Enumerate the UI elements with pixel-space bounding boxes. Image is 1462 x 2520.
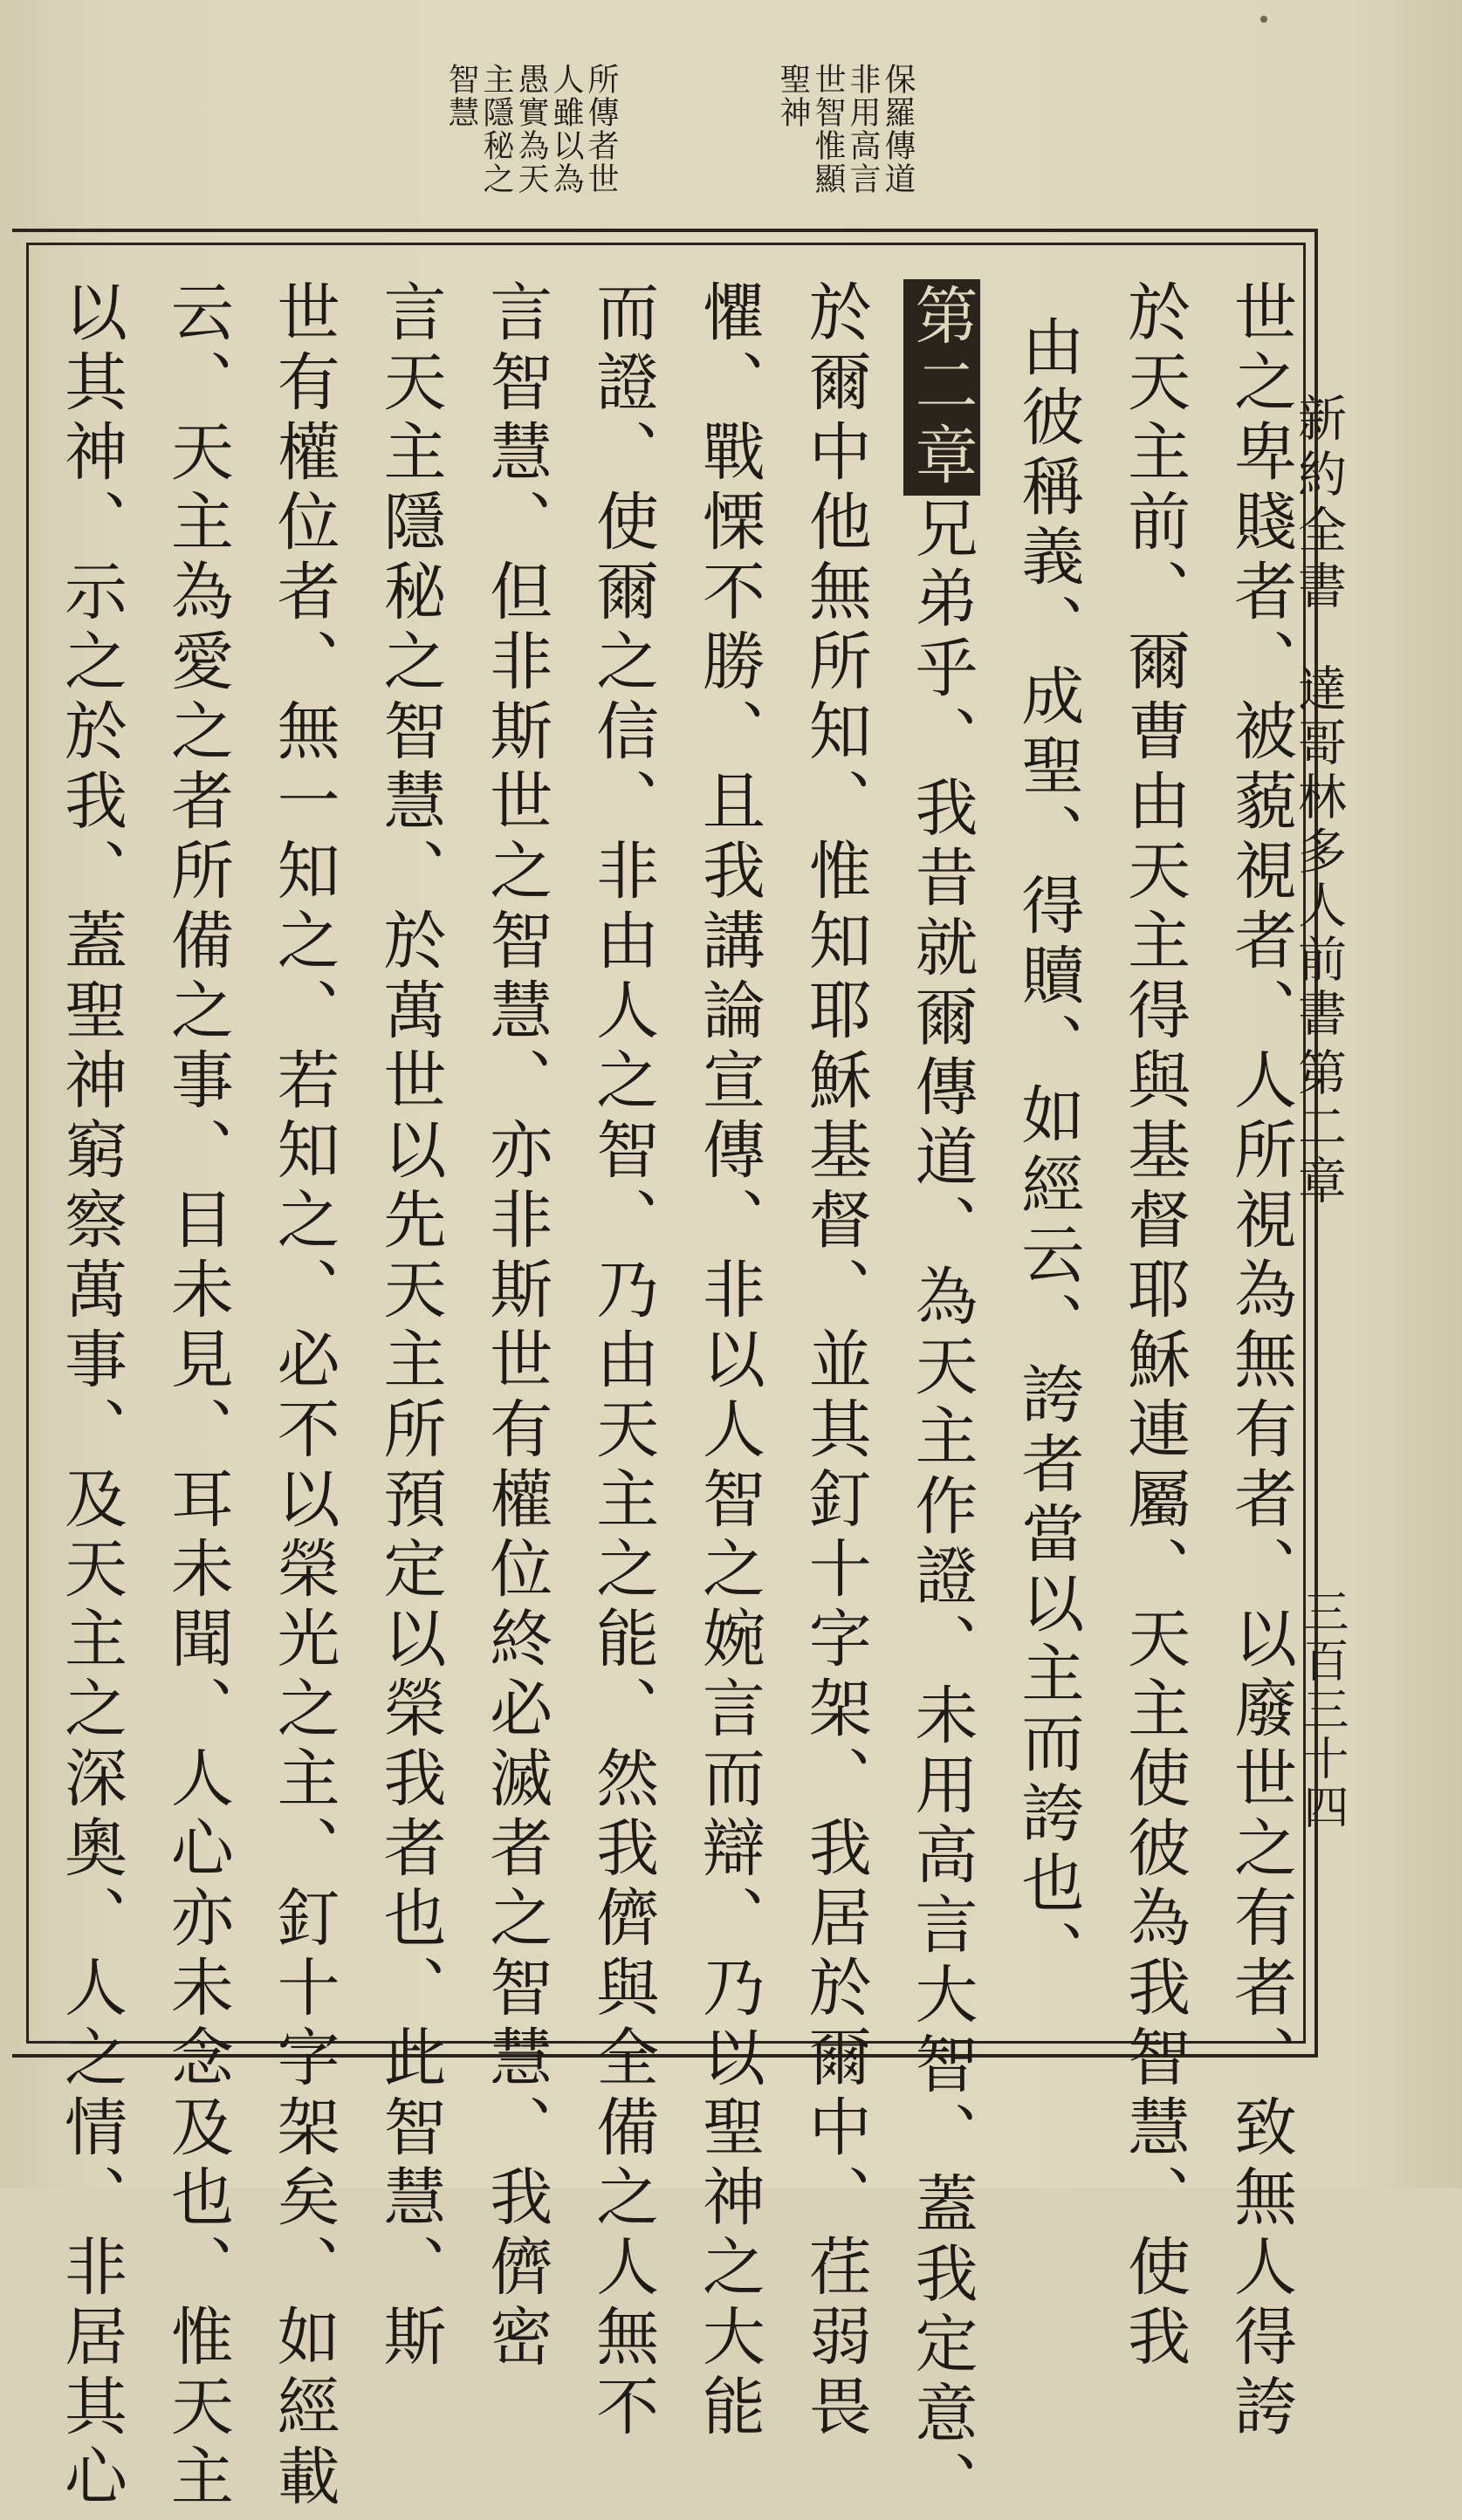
body-text: [52, 279, 1297, 2520]
margin-note-line: 智慧: [443, 63, 479, 129]
text-column: 世有權位者、無一知之、若知之、必不以榮光之主、釘十字架矣、如經載: [266, 279, 340, 2513]
paper-speck: [1260, 16, 1267, 23]
text-column: 由彼稱義、成聖、得贖、如經云、誇者當以主而誇也、: [1011, 314, 1085, 1989]
margin-note-line: 人雖以為: [548, 63, 584, 195]
column-text: 兄弟乎、我昔就爾傳道、為天主作證、未用高言大智、蓋我定意、: [904, 496, 978, 2520]
margin-note-line: 所傳者世: [583, 63, 619, 195]
text-column: 懼、戰慄不勝、且我講論宣傳、非以人智之婉言而辯、乃以聖神之大能: [691, 279, 765, 2443]
chapter-mark: 第二章: [903, 279, 980, 496]
text-column: 世之卑賤者、被藐視者、人所視為無有者、以廢世之有者、致無人得誇: [1223, 279, 1297, 2443]
text-column: 於爾中他無所知、惟知耶穌基督、並其釘十字架、我居於爾中、荏弱畏: [798, 279, 872, 2443]
text-column: 言智慧、但非斯世之智慧、亦非斯世有權位終必滅者之智慧、我儕密: [479, 279, 553, 2373]
text-column: 以其神、示之於我、蓋聖神窮察萬事、及天主之深奧、人之情、非居其心: [54, 279, 127, 2513]
margin-note-line: 非用高言: [845, 63, 881, 195]
running-head: [1290, 393, 1347, 616]
text-column: 於天主前、爾曹由天主得與基督耶穌連屬、天主使彼為我智慧、使我: [1117, 279, 1191, 2373]
page-number: 三百三十四: [1295, 1588, 1348, 1832]
epistle-title: 達哥林多人前書: [1290, 663, 1347, 1042]
margin-note-left: [443, 63, 619, 195]
margin-note-line: 愚實為天: [513, 63, 549, 195]
margin-note-line: 聖神: [775, 63, 811, 129]
text-column-chapter-start: [903, 279, 978, 2520]
margin-note-line: 世智惟顯: [810, 63, 846, 195]
margin-note-line: 主隱秘之: [478, 63, 514, 195]
margin-note-line: 保羅傳道: [880, 63, 916, 195]
chapter-label: 第二章: [1290, 1047, 1347, 1209]
text-column: 言天主隱秘之智慧、於萬世以先天主所預定以榮我者也、此智慧、斯: [373, 279, 447, 2373]
book-title: 新約全書: [1290, 393, 1347, 616]
margin-note-right: [775, 63, 916, 195]
text-column: 云、天主為愛之者所備之事、目未見、耳未聞、人心亦未念及也、惟天主: [160, 279, 234, 2513]
text-column: 而證、使爾之信、非由人之智、乃由天主之能、然我儕與全備之人無不: [586, 279, 660, 2443]
